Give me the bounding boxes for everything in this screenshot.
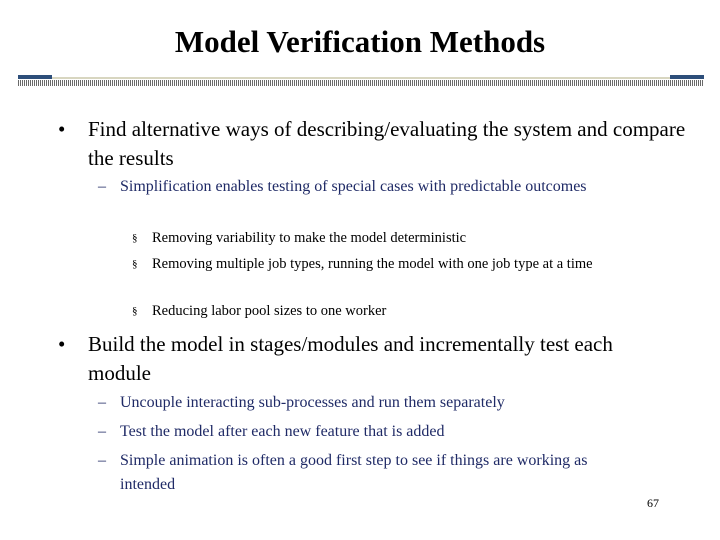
page-number: 67 — [647, 496, 659, 510]
sub-bullet-text: Simplification enables testing of special cases with predictable outcomes — [120, 178, 587, 195]
sub-sub-bullet-text: Reducing labor pool sizes to one worker — [152, 303, 387, 319]
sub-bullet-text: Test the model after each new feature that is added — [120, 423, 445, 440]
dash-marker: – — [98, 394, 106, 411]
dash-marker: – — [98, 423, 106, 440]
bullet-marker: • — [58, 332, 66, 356]
divider-block-right — [670, 75, 704, 79]
square-marker: § — [132, 258, 138, 270]
sub-bullet-text: Uncouple interacting sub-processes and run them separately — [120, 394, 505, 411]
divider-hatch — [18, 80, 704, 86]
slide-title: Model Verification Methods — [174, 24, 546, 59]
sub-sub-bullet-text: Removing variability to make the model deterministic — [152, 230, 467, 246]
dash-marker: – — [98, 178, 106, 195]
bullet-text: Build the model in stages/modules and incrementally test each module — [88, 332, 613, 385]
divider-block-left — [18, 75, 52, 79]
sub-sub-bullet-text: Removing multiple job types, running the model with one job type at a time — [152, 256, 593, 272]
dash-marker: – — [98, 452, 106, 469]
sub-bullet-text: Simple animation is often a good first step to see if things are working as intended — [120, 452, 588, 493]
square-marker: § — [132, 305, 138, 317]
title-divider — [18, 74, 704, 90]
divider-line — [18, 77, 704, 79]
square-marker: § — [132, 232, 138, 244]
bullet-text: Find alternative ways of describing/evaluating the system and compare the results — [88, 117, 686, 170]
bullet-marker: • — [58, 117, 66, 141]
